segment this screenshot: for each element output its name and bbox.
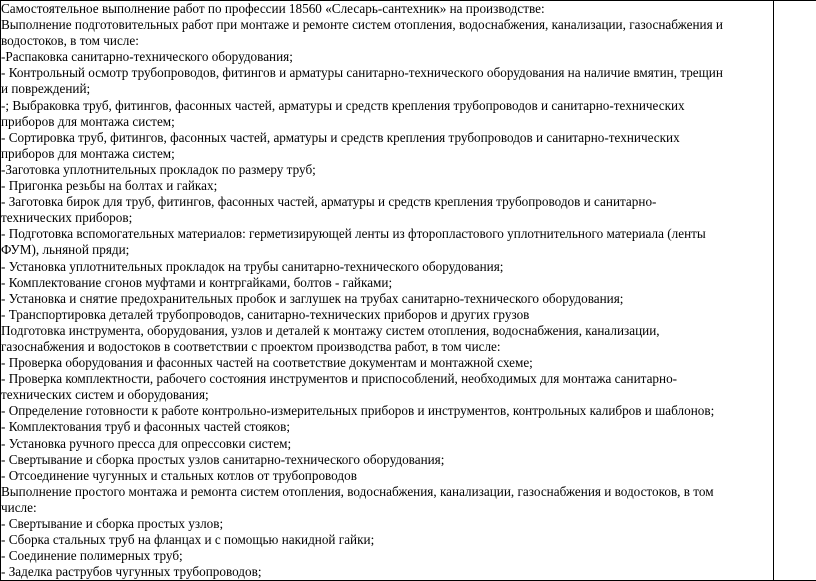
line: - Свертывание и сборка простых узлов санитарно-технического оборудования; bbox=[1, 452, 773, 468]
line: - Сборка стальных труб на фланцах и с помощью накидной гайки; bbox=[1, 532, 773, 548]
line: ФУМ), льняной пряди; bbox=[1, 242, 773, 258]
line: -Распаковка санитарно-технического оборудования; bbox=[1, 49, 773, 65]
line: Выполнение простого монтажа и ремонта систем отопления, водоснабжения, канализации, газоснабжения и водостоков, в том bbox=[1, 484, 773, 500]
line: - Установка ручного пресса для опрессовки систем; bbox=[1, 436, 773, 452]
line: - Сортировка труб, фитингов, фасонных частей, арматуры и средств крепления трубопроводов и санитарно-технических bbox=[1, 130, 773, 146]
line: -; Выбраковка труб, фитингов, фасонных частей, арматуры и средств крепления трубопроводов и санитарно-технических bbox=[1, 98, 773, 114]
line: - Контрольный осмотр трубопроводов, фитингов и арматуры санитарно-технического оборудования на наличие вмятин, трещин bbox=[1, 65, 773, 81]
line: и повреждений; bbox=[1, 81, 773, 97]
empty-side-cell bbox=[774, 1, 816, 581]
line: - Комплектования труб и фасонных частей стояков; bbox=[1, 419, 773, 435]
line: приборов для монтажа систем; bbox=[1, 114, 773, 130]
line: - Заделка раструбов чугунных трубопроводов; bbox=[1, 564, 773, 580]
line: - Подготовка вспомогательных материалов: герметизирующей ленты из фторопластового уплотнительного материала (ленты bbox=[1, 226, 773, 242]
content-cell bbox=[1, 1, 774, 581]
line-heading: Самостоятельное выполнение работ по профессии 18560 «Слесарь-сантехник» на производстве: bbox=[1, 1, 773, 17]
line: числе: bbox=[1, 500, 773, 516]
line: газоснабжения и водостоков в соответствии с проектом производства работ, в том числе: bbox=[1, 339, 773, 355]
line: - Свертывание и сборка простых узлов; bbox=[1, 516, 773, 532]
line: - Проверка комплектности, рабочего состояния инструментов и приспособлений, необходимых для монтажа санитарно- bbox=[1, 371, 773, 387]
line: Выполнение подготовительных работ при монтаже и ремонте систем отопления, водоснабжения, канализации, газоснабжения и bbox=[1, 17, 773, 33]
line: Подготовка инструмента, оборудования, узлов и деталей к монтажу систем отопления, водоснабжения, канализации, bbox=[1, 323, 773, 339]
line: - Отсоединение чугунных и стальных котлов от трубопроводов bbox=[1, 468, 773, 484]
line: - Проверка оборудования и фасонных частей на соответствие документам и монтажной схеме; bbox=[1, 355, 773, 371]
line: технических систем и оборудования; bbox=[1, 387, 773, 403]
text-block bbox=[1, 1, 773, 580]
line: - Комплектование сгонов муфтами и контргайками, болтов - гайками; bbox=[1, 275, 773, 291]
line: - Определение готовности к работе контрольно-измерительных приборов и инструментов, контрольных калибров и шаблонов; bbox=[1, 403, 773, 419]
line: - Транспортировка деталей трубопроводов, санитарно-технических приборов и других грузов bbox=[1, 307, 773, 323]
line: приборов для монтажа систем; bbox=[1, 146, 773, 162]
line: технических приборов; bbox=[1, 210, 773, 226]
line: - Установка уплотнительных прокладок на трубы санитарно-технического оборудования; bbox=[1, 259, 773, 275]
line: - Соединение полимерных труб; bbox=[1, 548, 773, 564]
line: -Заготовка уплотнительных прокладок по размеру труб; bbox=[1, 162, 773, 178]
line: - Заготовка бирок для труб, фитингов, фасонных частей, арматуры и средств крепления трубопроводов и санитарно- bbox=[1, 194, 773, 210]
table-row bbox=[1, 1, 816, 581]
line: - Пригонка резьбы на болтах и гайках; bbox=[1, 178, 773, 194]
line: - Установка и снятие предохранительных пробок и заглушек на трубах санитарно-технического оборудования; bbox=[1, 291, 773, 307]
line: водостоков, в том числе: bbox=[1, 33, 773, 49]
